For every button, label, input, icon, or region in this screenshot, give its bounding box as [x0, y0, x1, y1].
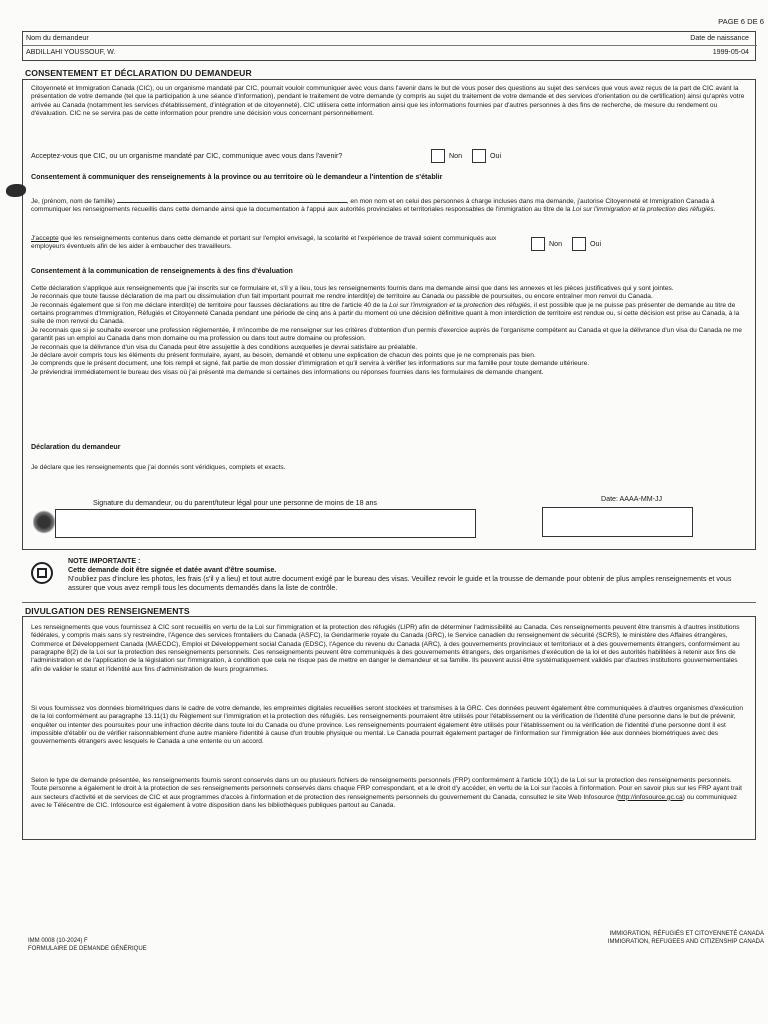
infosource-link[interactable]: http://infosource.gc.ca	[618, 793, 683, 801]
evaluation-para: Je reconnais que la délivrance d'un visa du Canada peut être assujettie à des conditions auxquelles je devrai satisfaire au préalable.	[31, 343, 418, 351]
scribble-mark-icon	[33, 510, 55, 534]
evaluation-consent-text	[31, 285, 747, 377]
consent-intro: Citoyenneté et Immigration Canada (CIC), ou un organisme mandaté par CIC, pourrait vouloir communiquer avec vous dans l'avenir dans le but de vous poser des questions au sujet des services que vous avez reçus de la part de CIC avant la présentation de votre demande (tel que la participation à une séance d'information), pendant le traitement de votre demande (y compris au sujet du traitement de votre demande et des services d'orientation ou de certification) ainsi qu'après votre arrivée au Canada (notamment les services d'établissement, d'intégration et de citoyenneté). CIC utilisera cette information ainsi que les informations fournies par d'autres personnes à des fins de recherche, de mesure du rendement ou d'évaluation. CIC ne se servira pas de cette information pour prendre une décision vous concernant personnellement.	[31, 85, 745, 118]
province-consent-text	[31, 194, 747, 215]
disclosure-para-1: Les renseignements que vous fournissez à CIC sont recueillis en vertu de la Loi sur l'immigration et la protection des réfugiés (LIPR) afin de déterminer l'admissibilité au Canada. Ces renseignements peuvent être transmis à d'autres institutions fédérales, y compris mais sans s'y restreindre, l'Agence des services frontaliers du Canada (ASFC), la Gendarmerie royale du Canada (GRC), le Service canadien du renseignement de sécurité (SCRS), le ministère des Affaires étrangères, Commerce et Développement Canada (MAECDC), Emploi et Développement social Canada (EDSC), l'Agence du revenu du Canada (ARC), à des gouvernements provinciaux et territoriaux et à des gouvernements étrangers, conformément au paragraphe 8(2) de la Loi sur la protection des renseignements personnels. Ces renseignements peuvent être communiqués à des gouvernements étrangers, des organismes d'exécution de la loi et des autorités habilitées à retenir aux fins de l'administration et de l'application de la législation sur l'immigration, à condition que cela ne risque pas de mettre en danger le demandeur et sa famille. Ils peuvent aussi être systématiquement validés par d'autres institutions gouvernementales afin de valider le statut et l'identité aux fins d'administration de leurs programmes.	[31, 624, 740, 673]
employer-yes-label: Oui	[590, 239, 602, 248]
form-name: FORMULAIRE DE DEMANDE GÉNÉRIQUE	[28, 946, 147, 952]
signature-field[interactable]	[55, 509, 476, 538]
evaluation-para: Je reconnais que si je souhaite exercer une profession réglementée, il m'incombe de me renseigner sur les critères d'obtention d'un permis d'exercice auprès de l'organisme compétent au Canada et que la délivrance d'un visa du Canada ne me garantit pas un emploi au Canada dans mon domaine ou ma profession ou dans tout autre domaine ou profession.	[31, 326, 742, 343]
contact-options	[423, 149, 501, 163]
signature-label: Signature du demandeur, ou du parent/tuteur légal pour une personne de moins de 18 ans	[93, 499, 377, 507]
employer-options	[523, 237, 601, 251]
note-bold-text: Cette demande doit être signée et datée avant d'être soumise.	[68, 566, 277, 574]
disclosure-para-3: Selon le type de demande présentée, les renseignements fournis seront conservés dans un ou plusieurs fichiers de renseignements personnels (FRP) conformément à l'article 10(1) de la Loi sur la protection des renseignements personnels. Toute personne a également le droit à la protection de ses renseignements personnels conservés dans chaque FRP correspondant, et a le droit d'y accéder, en vertu de la Loi sur l'accès à l'information. Pour en savoir plus sur les FRP ayant trait aux secteurs d'activité et de services de CIC et aux programmes d'accès à l'information et de protection des renseignements personnels du gouvernement du Canada, consultez le site Web Infosource (http://infosource.gc.ca) ou communiquez avec le Télécentre de CIC. Infosource est également à votre disposition dans les bibliothèques publiques partout au Canada.	[31, 777, 742, 810]
evaluation-para: Je préviendrai immédiatement le bureau des visas où j'ai présenté ma demande si certaines des informations ou réponses fournies dans les formulaires de demande changent.	[31, 368, 544, 376]
employer-consent-body: que les renseignements contenus dans cette demande et portant sur l'emploi envisagé, la scolarité et l'expérience de travail soient communiqués aux employeurs éventuels afin de les aider à embaucher des travailleurs.	[31, 235, 497, 251]
evaluation-para: Je reconnais que toute fausse déclaration de ma part ou dissimulation d'un fait important pourrait me rendre interdit(e) de territoire au Canada ou passible de poursuites, ou encore entraîner mon renvoi du Canada.	[31, 293, 653, 301]
note-title: NOTE IMPORTANTE :	[68, 557, 141, 565]
evaluation-para: Je comprends que le présent document, une fois rempli et signé, fait partie de mon dossier d'immigration et qu'il servira à vérifier les informations sur ma famille pour toute demande ultérieure.	[31, 360, 590, 368]
dob-label: Date de naissance	[690, 34, 749, 42]
applicant-name-value[interactable]: ABDILLAHI YOUSSOUF, W.	[26, 48, 116, 56]
warning-icon	[31, 562, 53, 584]
consent-section-title: CONSENTEMENT ET DÉCLARATION DU DEMANDEUR	[25, 68, 252, 78]
contact-yes-label: Oui	[490, 151, 502, 160]
province-consent-law: Loi sur l'immigration et la protection des réfugiés.	[572, 206, 716, 214]
department-name-fr: IMMIGRATION, RÉFUGIÉS ET CITOYENNETÉ CANADA	[609, 931, 764, 937]
form-code: IMM 0008 (10-2024) F	[28, 938, 88, 944]
evaluation-para: Je reconnais également que si l'on me déclare interdit(e) de territoire pour fausses déclarations au titre de l'article 40 de la Loi sur l'immigration et la protection des réfugiés, il est possible que je ne puisse pas présenter de demande au titre de certains programmes d'Immigration, Réfugiés et Citoyenneté Canada pendant une période de cinq ans à partir du moment où une décision définitive quant à mon interdiction de territoire est rendue ou, si cette décision est prise au Canada, à la suite de mon renvoi du Canada.	[31, 301, 740, 326]
disclosure-box	[22, 616, 756, 840]
employer-consent-text	[31, 235, 501, 252]
date-field[interactable]	[542, 507, 693, 537]
note-text: N'oubliez pas d'inclure les photos, les frais (s'il y a lieu) et tout autre document exigé par le bureau des visas. Veuillez revoir le guide et la trousse de demande pour obtenir de plus amples renseignements et vous assurer que vous avez rempli tous les documents demandés dans la liste de contrôle.	[68, 575, 732, 592]
contact-no-label: Non	[449, 151, 463, 160]
evaluation-para: Je déclare avoir compris tous les éléments du présent formulaire, ayant, au besoin, demandé et obtenu une explication de chacun des points que je ne comprenais pas bien.	[31, 351, 536, 359]
disclosure-para-2: Si vous fournissez vos données biométriques dans le cadre de votre demande, les empreintes digitales recueillies seront stockées et transmises à la GRC. Ces données peuvent également être communiquées à d'autres organismes d'exécution de la loi conformément au paragraphe 13.11(1) du Règlement sur l'immigration et la protection des réfugiés. Les renseignements pourraient être utilisés pour l'établissement ou la vérification de l'identité d'une personne dans le but de prévenir, enquêter ou intenter des poursuites pour une infraction décrite dans toute loi du Canada ou d'une province. Les renseignements pourraient également être utilisés pour l'établissement ou la vérification de l'identité d'une personne dont il est impossible d'établir ou de vérifier raisonnablement d'une autre manière l'identité à cause d'un trouble physique ou mental. Le Canada pourrait également partager de l'information sur l'immigration liée aux données biométriques avec des gouvernements étrangers avec lesquels le Canada a une entente ou un accord.	[31, 705, 744, 746]
contact-no-checkbox[interactable]	[431, 149, 445, 163]
province-name-field[interactable]	[117, 194, 347, 203]
department-name-en: IMMIGRATION, REFUGEES AND CITIZENSHIP CANADA	[607, 939, 764, 945]
scribble-mark-icon	[6, 184, 26, 197]
page-number: PAGE 6 DE 6	[718, 17, 764, 26]
province-consent-title: Consentement à communiquer des renseignements à la province ou au territoire où le demandeur a l'intention de s'établir	[31, 173, 443, 181]
employer-yes-checkbox[interactable]	[572, 237, 586, 251]
employer-no-checkbox[interactable]	[531, 237, 545, 251]
applicant-name-label: Nom du demandeur	[26, 34, 89, 42]
dob-value[interactable]: 1999-05-04	[712, 48, 749, 56]
province-name-prompt: Je, (prénom, nom de famille)	[31, 198, 115, 205]
contact-yes-checkbox[interactable]	[472, 149, 486, 163]
declaration-title: Déclaration du demandeur	[31, 443, 121, 451]
applicant-info-box	[22, 31, 756, 61]
contact-question: Acceptez-vous que CIC, ou un organisme mandaté par CIC, communique avec vous dans l'avenir?	[31, 152, 343, 160]
declaration-text: Je déclare que les renseignements que j'ai donnés sont véridiques, complets et exacts.	[31, 464, 286, 471]
evaluation-consent-title: Consentement à la communication de renseignements à des fins d'évaluation	[31, 267, 293, 275]
province-consent-body: , en mon nom et en celui des personnes à charge incluses dans ma demande, j'autorise Citoyenneté et Immigration Canada à communiquer les renseignements recueillis dans cette demande ainsi que la documentation à l'appui aux autorités provinciales et territoriales responsables de l'immigration au titre de la	[31, 198, 715, 214]
date-label: Date: AAAA-MM-JJ	[601, 495, 663, 503]
evaluation-para: Cette déclaration s'applique aux renseignements que j'ai inscrits sur ce formulaire et, s'il y a lieu, tous les renseignements fournis dans ma demande ainsi que dans les annexes et les pièces justificatives qui y sont jointes.	[31, 285, 674, 292]
consent-section-box	[22, 79, 756, 550]
disclosure-title: DIVULGATION DES RENSEIGNEMENTS	[25, 606, 190, 616]
employer-no-label: Non	[549, 239, 563, 248]
accept-word: J'accepte	[31, 235, 59, 242]
